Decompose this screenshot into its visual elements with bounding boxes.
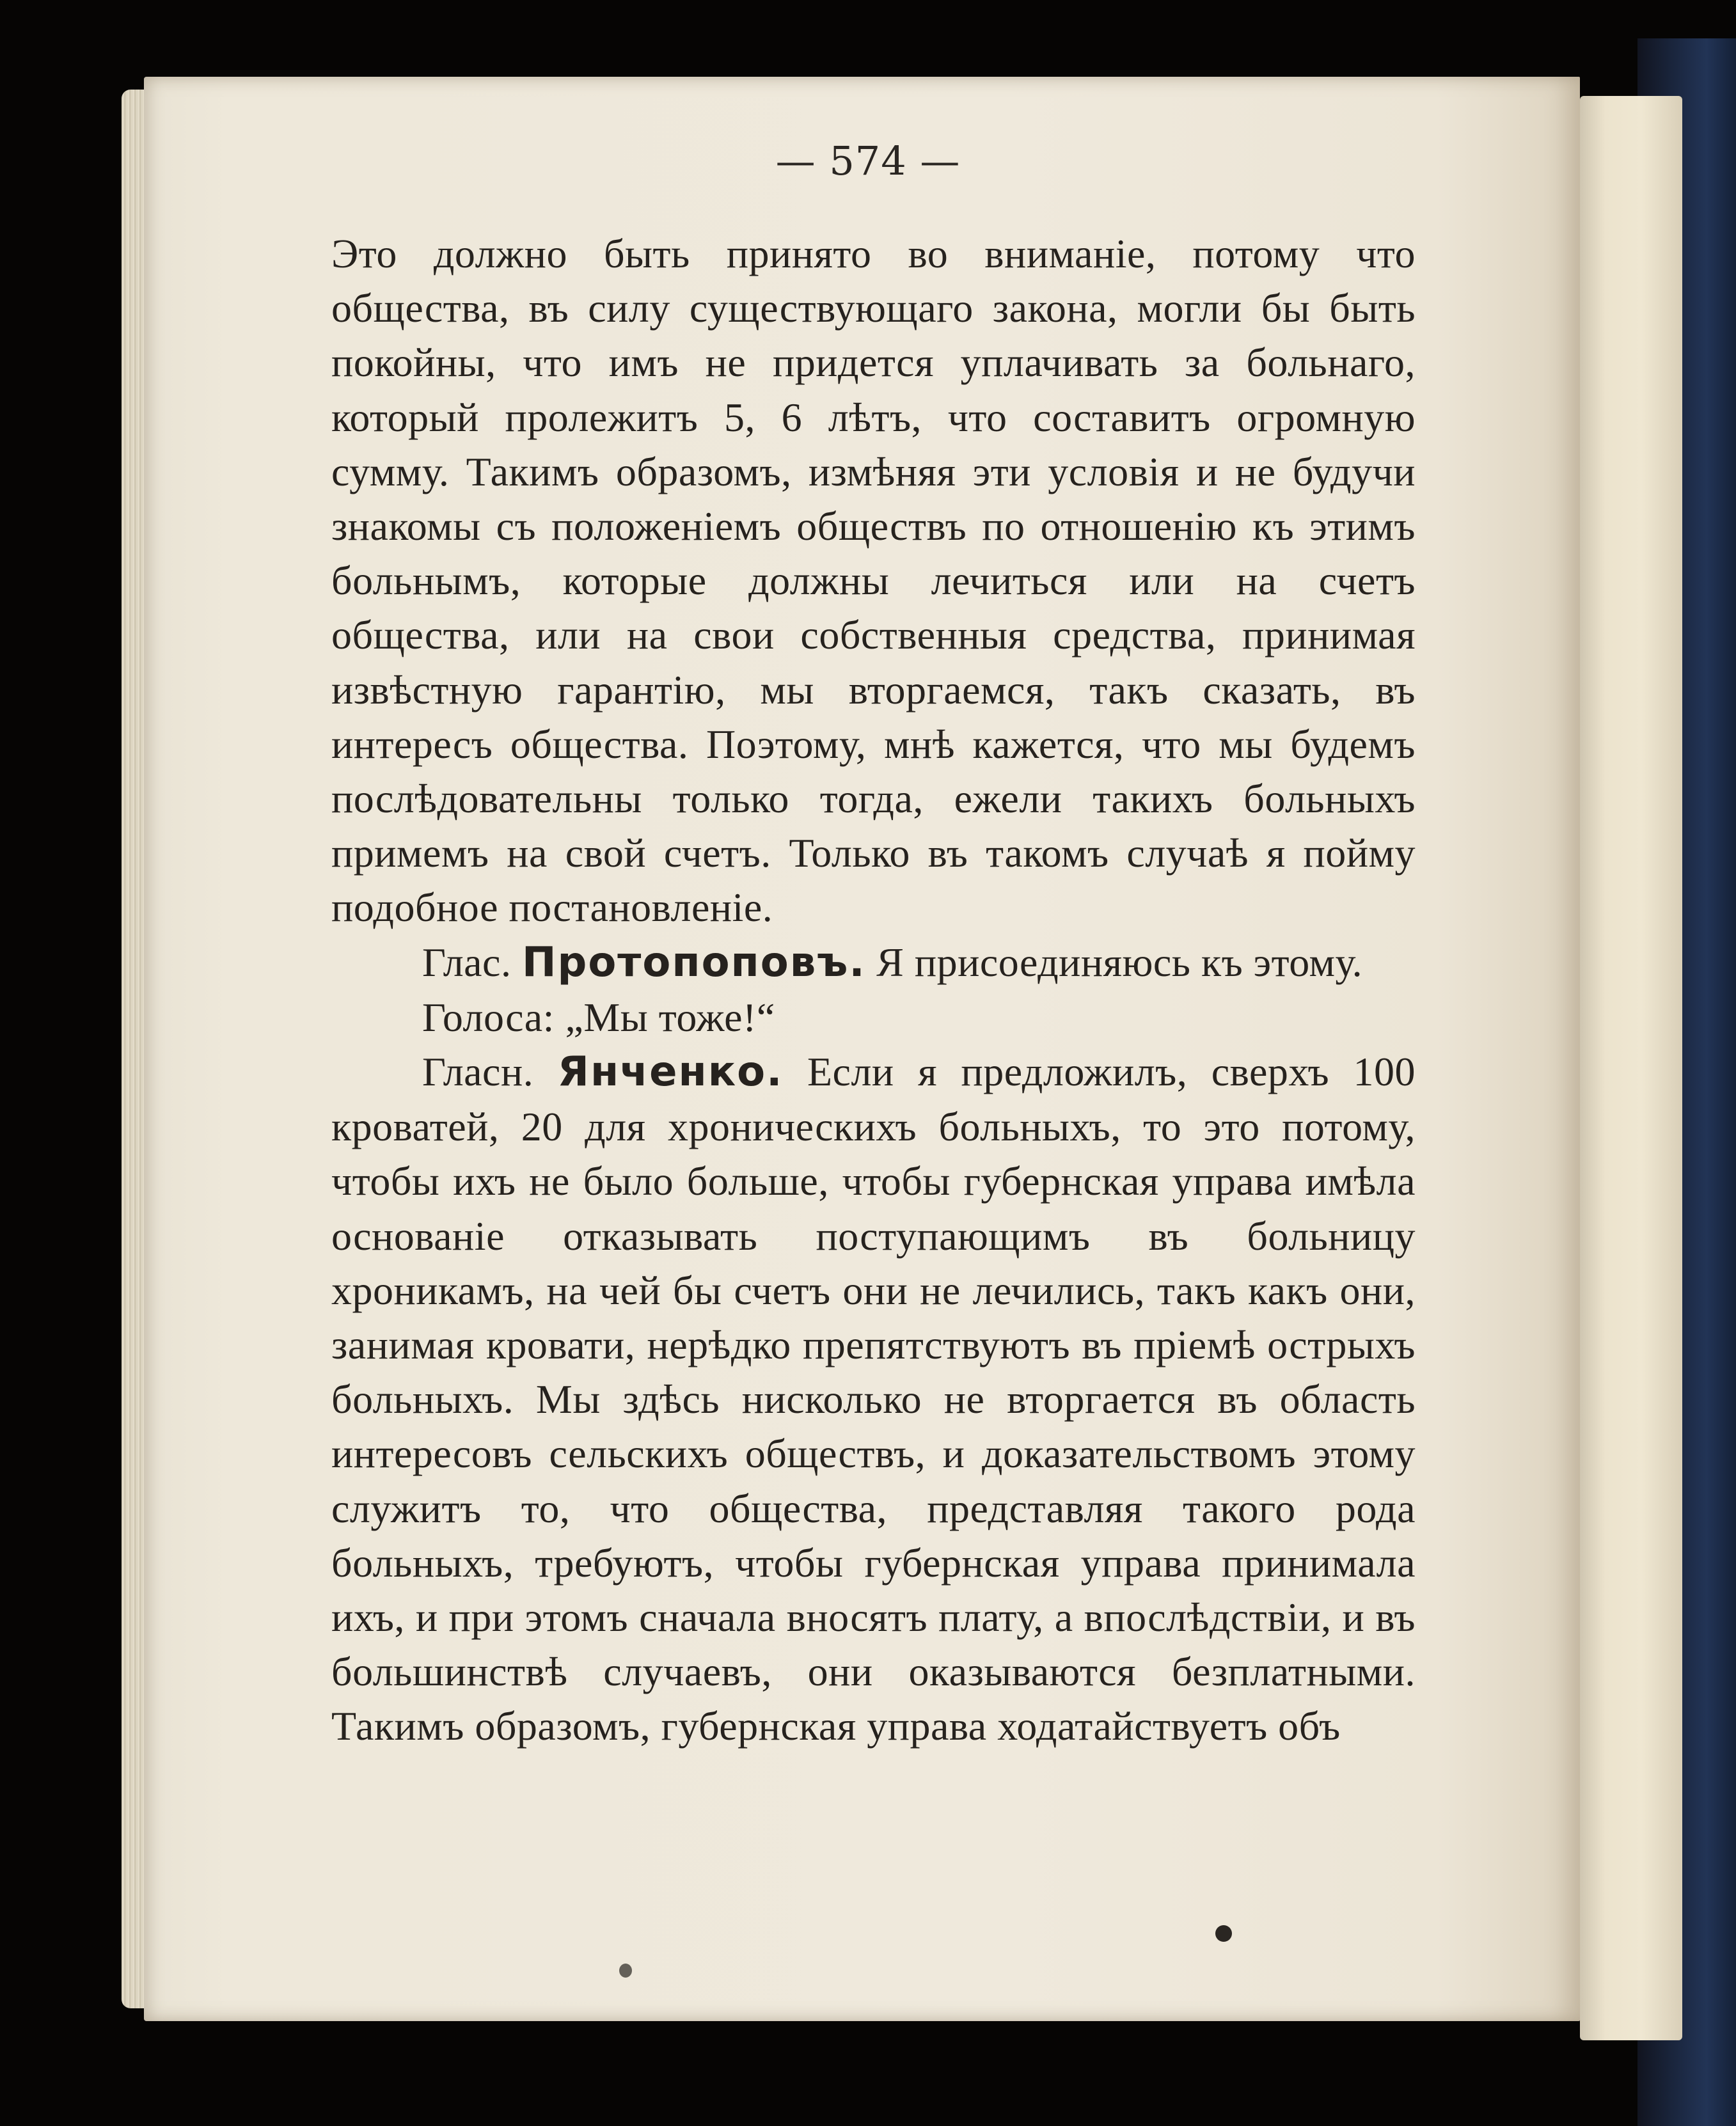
speaker-prefix: Глас. <box>422 939 512 985</box>
speaker-name: Протопоповъ. <box>521 938 866 986</box>
page-body-text <box>331 226 1416 1754</box>
paragraph-3-text: Голоса: „Мы тоже!“ <box>422 994 775 1040</box>
speaker-name: Янченко. <box>557 1048 784 1096</box>
ink-spot <box>619 1964 632 1978</box>
ink-spot <box>1215 1925 1232 1942</box>
paragraph-4-text: Если я предложилъ, сверхъ 100 кроватей, 20 для хроническихъ больныхъ, то это потому, чтобы ихъ не было больше, чтобы губернская управа имѣла основаніе отказывать поступающимъ въ больницу хроникамъ, на чей бы счетъ они не лечились, такъ какъ они, занимая кровати, нерѣдко препятствуютъ въ пріемѣ острыхъ больныхъ. Мы здѣсь нисколько не вторгается въ область интересовъ сельскихъ обществъ, и доказательствомъ этому служитъ то, что общества, представляя такого рода больныхъ, требуютъ, чтобы губернская управа принимала ихъ, и при этомъ сначала вносятъ плату, а впослѣдствіи, и въ большинствѣ случаевъ, они оказываются безплатными. Такимъ образомъ, губернская управа ходатайствуетъ объ <box>331 1049 1416 1749</box>
paragraph-2-text: Я присоединяюсь къ этому. <box>876 939 1363 985</box>
page-number: — 574 — <box>775 138 961 184</box>
paragraph-3 <box>331 990 1416 1044</box>
paragraph-1-text: Это должно быть принято во вниманіе, потому что общества, въ силу существующаго закона, могли бы быть покойны, что имъ не придется уплачивать за больнаго, который пролежитъ 5, 6 лѣтъ, что составитъ огромную сумму. Такимъ образомъ, измѣняя эти условія и не будучи знакомы съ положеніемъ обществъ по отношенію къ этимъ больнымъ, которые должны лечиться или на счетъ общества, или на свои собственныя средства, принимая извѣстную гарантію, мы вторгаемся, такъ сказать, въ интересъ общества. Поэтому, мнѣ кажется, что мы будемъ послѣдовательны только тогда, ежели такихъ больныхъ примемъ на свой счетъ. Только въ такомъ случаѣ я пойму подобное постановленіе. <box>331 231 1416 931</box>
paragraph-1 <box>331 226 1416 935</box>
facing-page-edge <box>1580 96 1682 2040</box>
paragraph-2 <box>331 935 1416 990</box>
speaker-prefix: Гласн. <box>422 1049 534 1095</box>
paragraph-4 <box>331 1044 1416 1754</box>
